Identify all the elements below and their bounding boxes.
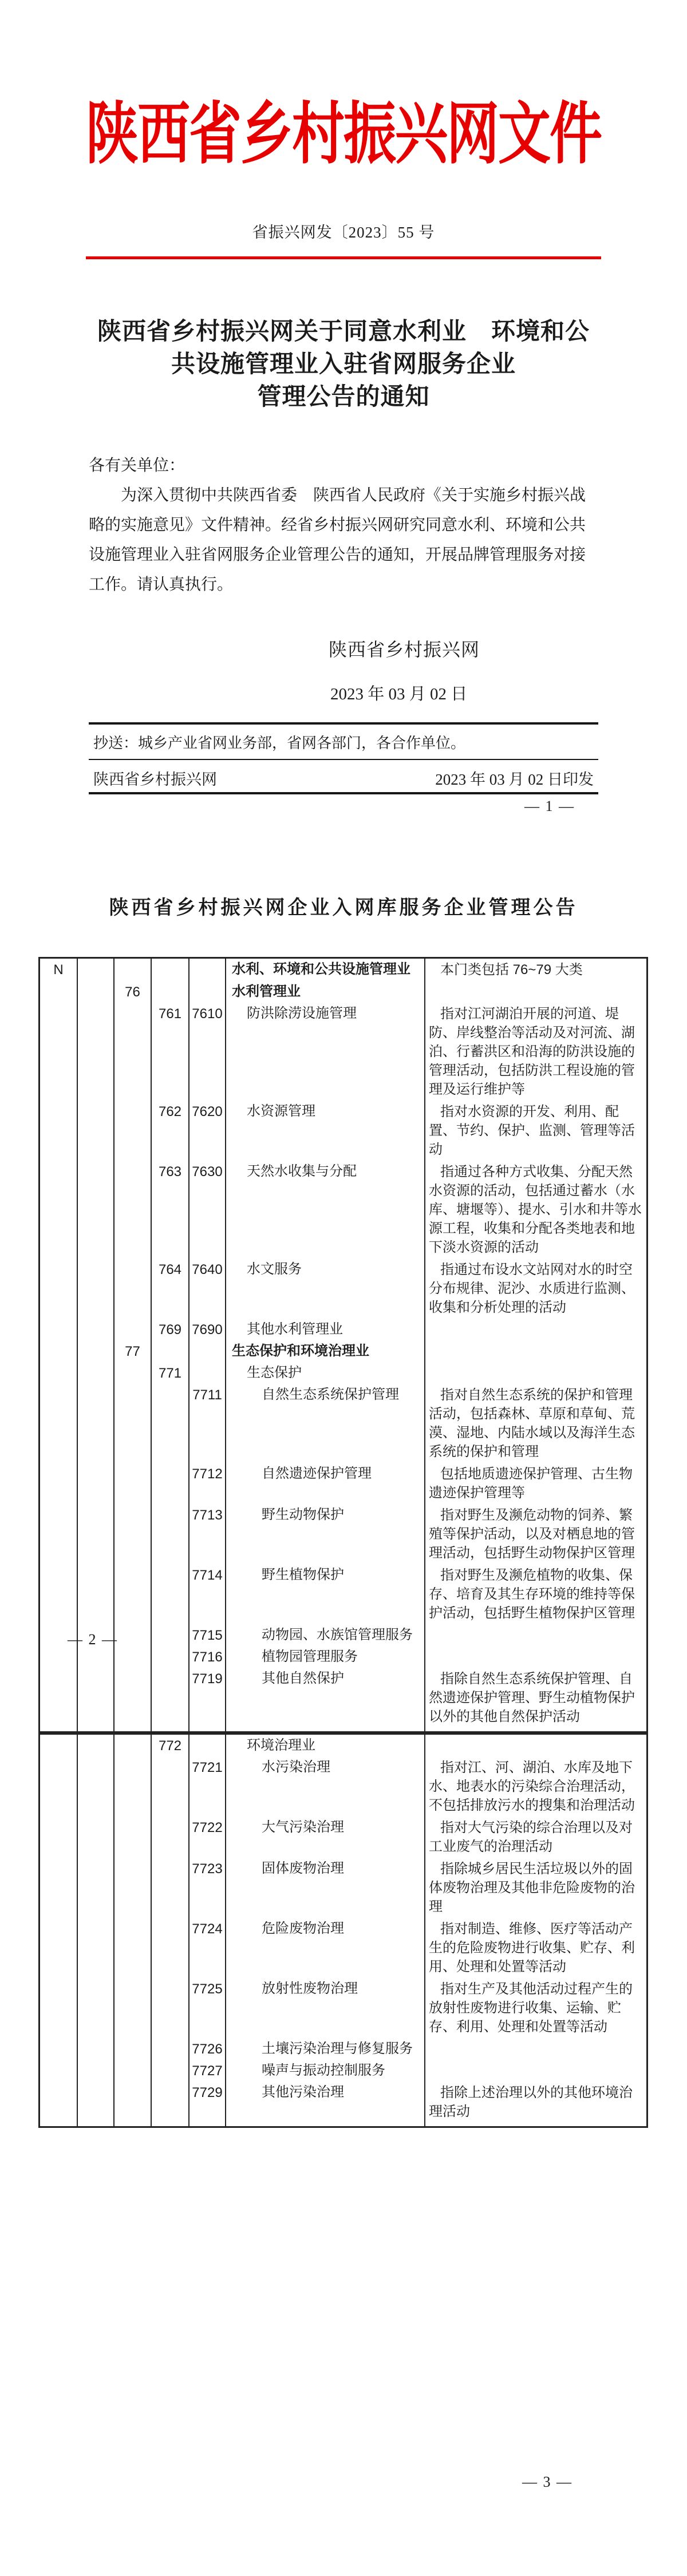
category-desc-cell — [425, 1646, 646, 1668]
code-cell: 7724 — [189, 1918, 226, 1978]
colophon-rule-bottom — [89, 792, 598, 794]
category-name-cell: 野生动物保护 — [226, 1504, 425, 1564]
table-row — [40, 1624, 646, 1646]
filler-cell — [226, 1728, 425, 1731]
category-desc-cell: 指对野生及濒危动物的饲养、繁殖等保护活动，以及对栖息地的管理活动，包括野生动物保护区管理 — [429, 1507, 635, 1561]
code-cell: 7729 — [189, 2082, 226, 2123]
filler-cell — [78, 1728, 114, 1731]
category-desc-cell: 指对江河湖泊开展的河道、堤防、岸线整治等活动及对河流、湖泊、行蓄洪区和沿海的防洪设施的管理活动，包括防洪工程设施的管理及运行维护等 — [429, 1006, 635, 1097]
code-cell — [78, 1978, 114, 2038]
code-cell — [40, 1101, 78, 1161]
code-cell — [78, 1101, 114, 1161]
table-row — [40, 1340, 646, 1362]
category-desc-cell — [425, 2038, 646, 2060]
category-name-cell: 植物园管理服务 — [226, 1646, 425, 1668]
category-desc-cell: 指对江、河、湖泊、水库及地下水、地表水的污染综合治理活动，不包括排放污水的搜集和治理活动 — [429, 1760, 635, 1813]
code-cell — [114, 1858, 152, 1918]
code-cell — [152, 959, 189, 981]
category-name-cell: 水利管理业 — [226, 981, 425, 1003]
table-row — [40, 1504, 646, 1564]
code-cell — [114, 1101, 152, 1161]
code-cell: 764 — [152, 1259, 189, 1319]
filler-cell — [189, 2123, 226, 2126]
code-cell — [152, 1918, 189, 1978]
code-cell — [40, 2060, 78, 2082]
page-number-1: — 1 — — [524, 798, 575, 814]
filler-cell — [425, 2123, 646, 2126]
code-cell — [189, 959, 226, 981]
code-cell: 7716 — [189, 1646, 226, 1668]
category-name-cell: 水资源管理 — [226, 1101, 425, 1161]
code-cell: 7721 — [189, 1756, 226, 1817]
category-desc-cell: 指对大气污染的综合治理以及对工业废气的治理活动 — [429, 1820, 633, 1854]
code-cell — [78, 1756, 114, 1817]
code-cell — [78, 1340, 114, 1362]
table-row — [40, 1858, 646, 1918]
category-name-cell: 水污染治理 — [226, 1756, 425, 1817]
category-name-cell: 其他自然保护 — [226, 1668, 425, 1728]
notice-body — [89, 451, 598, 600]
category-name-cell: 其他污染治理 — [226, 2082, 425, 2123]
classification-table-page3 — [38, 1733, 648, 2128]
filler-cell — [425, 1728, 646, 1731]
filler-cell — [114, 1728, 152, 1731]
category-desc-cell — [425, 2060, 646, 2082]
category-name-cell: 放射性废物治理 — [226, 1978, 425, 2038]
table-row — [40, 2038, 646, 2060]
filler-cell — [152, 2123, 189, 2126]
code-cell — [40, 1668, 78, 1728]
code-cell — [114, 1668, 152, 1728]
category-desc-cell — [425, 981, 646, 1003]
category-name-cell: 天然水收集与分配 — [226, 1161, 425, 1259]
red-separator-line — [86, 256, 601, 259]
code-cell — [114, 1463, 152, 1504]
signer-name: 陕西省乡村振兴网 — [329, 639, 480, 660]
category-desc-cell — [425, 1624, 646, 1646]
table-row — [40, 1384, 646, 1463]
code-cell — [152, 981, 189, 1003]
code-cell: 7610 — [189, 1003, 226, 1101]
code-cell — [114, 1003, 152, 1101]
code-cell — [40, 1504, 78, 1564]
sign-date: 2023 年 03 月 02 日 — [330, 685, 468, 703]
issuer-name: 陕西省乡村振兴网 — [93, 771, 217, 788]
code-cell: 7620 — [189, 1101, 226, 1161]
table-row — [40, 1564, 646, 1624]
code-cell — [78, 1362, 114, 1384]
category-name-cell: 其他水利管理业 — [226, 1319, 425, 1340]
table-row — [40, 1735, 646, 1756]
category-desc-cell — [425, 1735, 646, 1756]
code-cell — [152, 1564, 189, 1624]
category-name-cell: 危险废物治理 — [226, 1918, 425, 1978]
code-cell: 763 — [152, 1161, 189, 1259]
code-cell: 7726 — [189, 2038, 226, 2060]
table-row — [40, 959, 646, 981]
category-name-cell: 自然遗迹保护管理 — [226, 1463, 425, 1504]
category-desc-cell — [425, 1319, 646, 1340]
code-cell: 7723 — [189, 1858, 226, 1918]
table-row — [40, 1918, 646, 1978]
category-desc-cell: 本门类包括 76~79 大类 — [440, 962, 583, 978]
code-cell — [152, 1756, 189, 1817]
notice-title — [0, 316, 687, 414]
code-cell — [78, 2038, 114, 2060]
letterhead-red-title: 陕西省乡村振兴网文件 — [85, 97, 601, 172]
code-cell — [78, 981, 114, 1003]
code-cell — [78, 1003, 114, 1101]
category-desc-cell: 指对自然生态系统的保护和管理活动，包括森林、草原和草甸、荒漠、湿地、内陆水域以及海洋生态系统的保护和管理 — [429, 1387, 635, 1459]
code-cell — [40, 1340, 78, 1362]
code-cell — [78, 1918, 114, 1978]
code-cell — [189, 1340, 226, 1362]
table-row — [40, 1668, 646, 1728]
code-cell: 7722 — [189, 1817, 226, 1858]
category-name-cell: 土壤污染治理与修复服务 — [226, 2038, 425, 2060]
code-cell — [114, 1161, 152, 1259]
code-cell — [40, 981, 78, 1003]
table-row — [40, 2082, 646, 2123]
category-desc-cell — [425, 1362, 646, 1384]
filler-cell — [189, 1728, 226, 1731]
code-cell — [40, 1463, 78, 1504]
announcement-title: 陕西省乡村振兴网企业入网库服务企业管理公告 — [109, 897, 578, 919]
category-name-cell: 动物园、水族馆管理服务 — [226, 1624, 425, 1646]
category-desc-cell: 指对水资源的开发、利用、配置、节约、保护、监测、管理等活动 — [429, 1104, 635, 1157]
category-name-cell: 水利、环境和公共设施管理业 — [226, 959, 425, 981]
code-cell — [40, 2038, 78, 2060]
code-cell — [78, 1735, 114, 1756]
category-desc-cell: 指除自然生态系统保护管理、自然遗迹保护管理、野生动植物保护以外的其他自然保护活动 — [429, 1671, 635, 1724]
category-desc-cell: 指对生产及其他活动过程产生的放射性废物进行收集、运输、贮存、利用、处理和处置等活动 — [429, 1981, 633, 2035]
table-row — [40, 1756, 646, 1817]
code-cell — [78, 1646, 114, 1668]
category-desc-cell: 指通过布设水文站网对水的时空分布规律、泥沙、水质进行监测、收集和分析处理的活动 — [429, 1262, 635, 1315]
table-filler-row — [40, 2123, 646, 2126]
category-desc-cell: 指对野生及濒危植物的收集、保存、培育及其生存环境的维持等保护活动，包括野生植物保护区管理 — [429, 1568, 635, 1621]
category-name-cell: 防洪除涝设施管理 — [226, 1003, 425, 1101]
code-cell — [40, 1319, 78, 1340]
table-row — [40, 981, 646, 1003]
code-cell — [40, 1259, 78, 1319]
code-cell — [189, 981, 226, 1003]
code-cell — [78, 1161, 114, 1259]
code-cell — [152, 1340, 189, 1362]
notice-title-line-1: 陕西省乡村振兴网关于同意水利业 环境和公 — [97, 319, 590, 345]
code-cell: 76 — [114, 981, 152, 1003]
code-cell — [114, 1756, 152, 1817]
code-cell — [152, 1504, 189, 1564]
colophon-rule-top — [89, 722, 598, 725]
code-cell — [152, 1817, 189, 1858]
code-cell: 762 — [152, 1101, 189, 1161]
table-row — [40, 1101, 646, 1161]
filler-cell — [114, 2123, 152, 2126]
code-cell: 7715 — [189, 1624, 226, 1646]
code-cell — [189, 1362, 226, 1384]
code-cell — [152, 2038, 189, 2060]
code-cell: 7690 — [189, 1319, 226, 1340]
category-name-cell: 噪声与振动控制服务 — [226, 2060, 425, 2082]
colophon-issuer-row — [93, 767, 594, 789]
category-name-cell: 环境治理业 — [226, 1735, 425, 1756]
page-number-2: — 2 — — [68, 1631, 118, 1648]
code-cell — [78, 2082, 114, 2123]
category-name-cell: 生态保护和环境治理业 — [226, 1340, 425, 1362]
code-cell — [78, 1463, 114, 1504]
code-cell: 7630 — [189, 1161, 226, 1259]
table-row — [40, 1319, 646, 1340]
code-cell — [40, 1362, 78, 1384]
table-row — [40, 2060, 646, 2082]
code-cell — [40, 1003, 78, 1101]
code-cell: 771 — [152, 1362, 189, 1384]
code-cell: 7727 — [189, 2060, 226, 2082]
code-cell — [114, 1259, 152, 1319]
filler-cell — [40, 1728, 78, 1731]
code-cell — [152, 1646, 189, 1668]
body-paragraph: 为深入贯彻中共陕西省委 陕西省人民政府《关于实施乡村振兴战略的实施意见》文件精神。经省乡村振兴网研究同意水利、环境和公共设施管理业入驻省网服务企业管理公告的通知，开展品牌管理服务对接工作。请认真执行。 — [89, 486, 586, 593]
category-name-cell: 自然生态系统保护管理 — [226, 1384, 425, 1463]
code-cell: 769 — [152, 1319, 189, 1340]
code-cell — [114, 1504, 152, 1564]
code-cell — [40, 1564, 78, 1624]
code-cell: 7714 — [189, 1564, 226, 1624]
code-cell — [152, 2060, 189, 2082]
code-cell: 772 — [152, 1735, 189, 1756]
filler-cell — [152, 1728, 189, 1731]
code-cell — [40, 1817, 78, 1858]
code-cell — [78, 1259, 114, 1319]
category-name-cell: 大气污染治理 — [226, 1817, 425, 1858]
code-cell — [114, 1384, 152, 1463]
table-row — [40, 1259, 646, 1319]
code-cell — [114, 1564, 152, 1624]
page-number-3: — 3 — — [522, 2474, 572, 2490]
filler-cell — [226, 2123, 425, 2126]
code-cell: N — [40, 959, 78, 981]
category-name-cell: 生态保护 — [226, 1362, 425, 1384]
table-row — [40, 1161, 646, 1259]
table-row — [40, 1003, 646, 1101]
code-cell — [189, 1735, 226, 1756]
code-cell: 7712 — [189, 1463, 226, 1504]
filler-cell — [40, 2123, 78, 2126]
code-cell — [40, 2082, 78, 2123]
code-cell — [114, 1646, 152, 1668]
code-cell: 7713 — [189, 1504, 226, 1564]
code-cell — [40, 1918, 78, 1978]
code-cell — [114, 2082, 152, 2123]
category-name-cell: 野生植物保护 — [226, 1564, 425, 1624]
code-cell — [78, 1668, 114, 1728]
code-cell — [78, 959, 114, 981]
code-cell — [114, 959, 152, 981]
code-cell — [152, 1624, 189, 1646]
code-cell — [78, 1384, 114, 1463]
table-row — [40, 1362, 646, 1384]
code-cell — [78, 2060, 114, 2082]
code-cell — [40, 1161, 78, 1259]
code-cell — [40, 1756, 78, 1817]
print-date: 2023 年 03 月 02 日印发 — [435, 771, 594, 788]
category-name-cell: 固体废物治理 — [226, 1858, 425, 1918]
code-cell — [114, 1978, 152, 2038]
code-cell — [152, 1463, 189, 1504]
code-cell — [114, 1319, 152, 1340]
code-cell: 7725 — [189, 1978, 226, 2038]
category-desc-cell: 指通过各种方式收集、分配天然水资源的活动，包括通过蓄水（水库、塘堰等）、提水、引水和井等水源工程，收集和分配各类地表和地下淡水资源的活动 — [429, 1164, 642, 1255]
category-desc-cell: 指除城乡居民生活垃圾以外的固体废物治理及其他非危险废物的治理 — [429, 1861, 635, 1914]
code-cell — [78, 1564, 114, 1624]
document-number: 省振兴网发〔2023〕55 号 — [252, 224, 435, 241]
code-cell — [114, 1362, 152, 1384]
code-cell — [152, 2082, 189, 2123]
code-cell — [114, 2038, 152, 2060]
code-cell — [152, 1384, 189, 1463]
code-cell — [78, 1817, 114, 1858]
filler-cell — [78, 2123, 114, 2126]
code-cell — [114, 1918, 152, 1978]
table-filler-row — [40, 1728, 646, 1731]
category-desc-cell: 指对制造、维修、医疗等活动产生的危险废物进行收集、贮存、利用、处理和处置等活动 — [429, 1921, 635, 1974]
code-cell: 7719 — [189, 1668, 226, 1728]
category-desc-cell: 包括地质遗迹保护管理、古生物遗迹保护管理等 — [429, 1466, 633, 1501]
code-cell — [40, 1384, 78, 1463]
table-row — [40, 1463, 646, 1504]
code-cell — [114, 1817, 152, 1858]
category-desc-cell: 指除上述治理以外的其他环境治理活动 — [429, 2085, 633, 2119]
code-cell — [40, 1858, 78, 1918]
classification-table-page2 — [38, 957, 648, 1733]
salutation: 各有关单位： — [89, 457, 185, 474]
code-cell: 7711 — [189, 1384, 226, 1463]
code-cell — [78, 1858, 114, 1918]
category-name-cell: 水文服务 — [226, 1259, 425, 1319]
notice-title-line-2: 共设施管理业入驻省网服务企业 — [171, 351, 516, 378]
colophon-rule-middle — [89, 759, 598, 760]
code-cell — [114, 1624, 152, 1646]
code-cell: 7640 — [189, 1259, 226, 1319]
code-cell — [40, 1978, 78, 2038]
code-cell — [114, 1735, 152, 1756]
notice-title-line-3: 管理公告的通知 — [257, 384, 430, 410]
code-cell: 761 — [152, 1003, 189, 1101]
code-cell — [152, 1668, 189, 1728]
code-cell — [152, 1978, 189, 2038]
table-row — [40, 1817, 646, 1858]
code-cell — [114, 2060, 152, 2082]
table-row — [40, 1978, 646, 2038]
code-cell: 77 — [114, 1340, 152, 1362]
code-cell — [40, 1646, 78, 1668]
category-desc-cell — [425, 1340, 646, 1362]
code-cell — [40, 1735, 78, 1756]
code-cell — [152, 1858, 189, 1918]
cc-line: 抄送：城乡产业省网业务部，省网各部门，各合作单位。 — [93, 735, 466, 751]
table-row — [40, 1646, 646, 1668]
code-cell — [78, 1319, 114, 1340]
code-cell — [78, 1504, 114, 1564]
